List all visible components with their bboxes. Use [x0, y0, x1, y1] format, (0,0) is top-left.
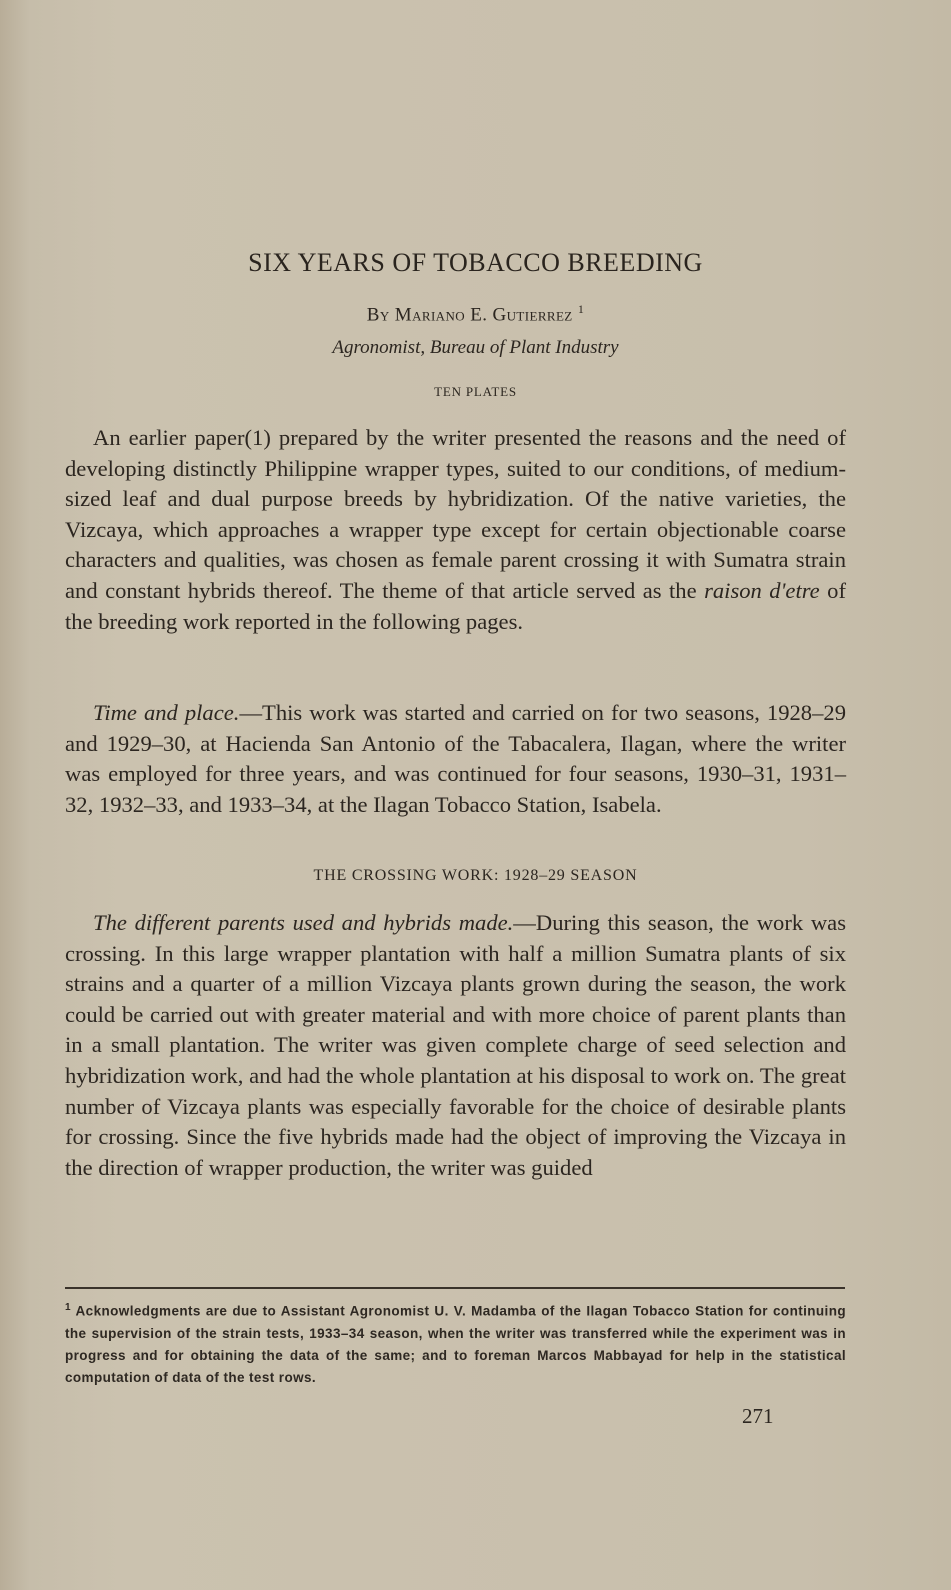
paragraph-lead: Time and place.	[93, 700, 240, 725]
author-byline	[0, 302, 951, 326]
byline-prefix: By	[366, 304, 390, 326]
author-name: Mariano E. Gutierrez	[394, 304, 573, 326]
section-heading: THE CROSSING WORK: 1928–29 SEASON	[313, 867, 638, 884]
paragraph-text: —During this season, the work was crossing. In this large wrapper plantation with half a million Sumatra plants of six strains and a quarter of a million Vizcaya plants grown during the season, the work could be carried out with greater material and with more choice of parent plants than in a small plantation. The writer was given complete charge of seed selection and hybridization work, and had the whole plantation at his disposal to work on. The great number of Vizcaya plants was especially favorable for the choice of desirable plants for crossing. Since the five hybrids made had the object of improving the Vizcaya in the direction of wrapper production, the writer was guided	[65, 910, 846, 1180]
paragraph-intro	[65, 423, 846, 637]
plates-note: TEN PLATES	[434, 384, 517, 399]
footnote-text: Acknowledgments are due to Assistant Agronomist U. V. Madamba of the Ilagan Tobacco Station for continuing the supervision of the strain tests, 1933–34 season, when the writer was transferred while the experiment was in progress and for obtaining the data of the same; and to foreman Marcos Mabbayad for help in the statistical computation of data of the test rows.	[65, 1303, 846, 1385]
paragraph-time-and-place	[65, 698, 846, 820]
author-affiliation: Agronomist, Bureau of Plant Industry	[332, 337, 619, 358]
paragraph-lead: The different parents used and hybrids made.	[93, 910, 514, 935]
italic-phrase: raison d'etre	[704, 577, 820, 603]
paragraph-text: An earlier paper(1) prepared by the writer presented the reasons and the need of developing distinctly Philippine wrapper types, suited to our conditions, of medium-sized leaf and dual purpose breeds by hybridization. Of the native varieties, the Vizcaya, which approaches a wrapper type except for certain objectionable coarse characters and qualities, was chosen as female parent crossing it with Sumatra strain and constant hybrids thereof. The theme of that article served as the	[65, 425, 846, 603]
footnote	[65, 1297, 846, 1389]
article-title: SIX YEARS OF TOBACCO BREEDING	[248, 248, 703, 277]
footnote-mark: 1	[65, 1302, 71, 1313]
paragraph-parents-and-hybrids	[65, 908, 846, 1183]
footnote-divider	[65, 1287, 845, 1289]
paragraph-text: —This work was started and carried on for two seasons, 1928–29 and 1929–30, at Hacienda San Antonio of the Tabacalera, Ilagan, where the writer was employed for three years, and was continued for four seasons, 1930–31, 1931–32, 1932–33, and 1933–34, at the Ilagan Tobacco Station, Isabela.	[65, 700, 846, 817]
footnote-reference: 1	[577, 302, 585, 316]
page-number: 271	[742, 1404, 774, 1428]
paragraph-text: of the breeding work reported in the following pages.	[65, 577, 846, 634]
